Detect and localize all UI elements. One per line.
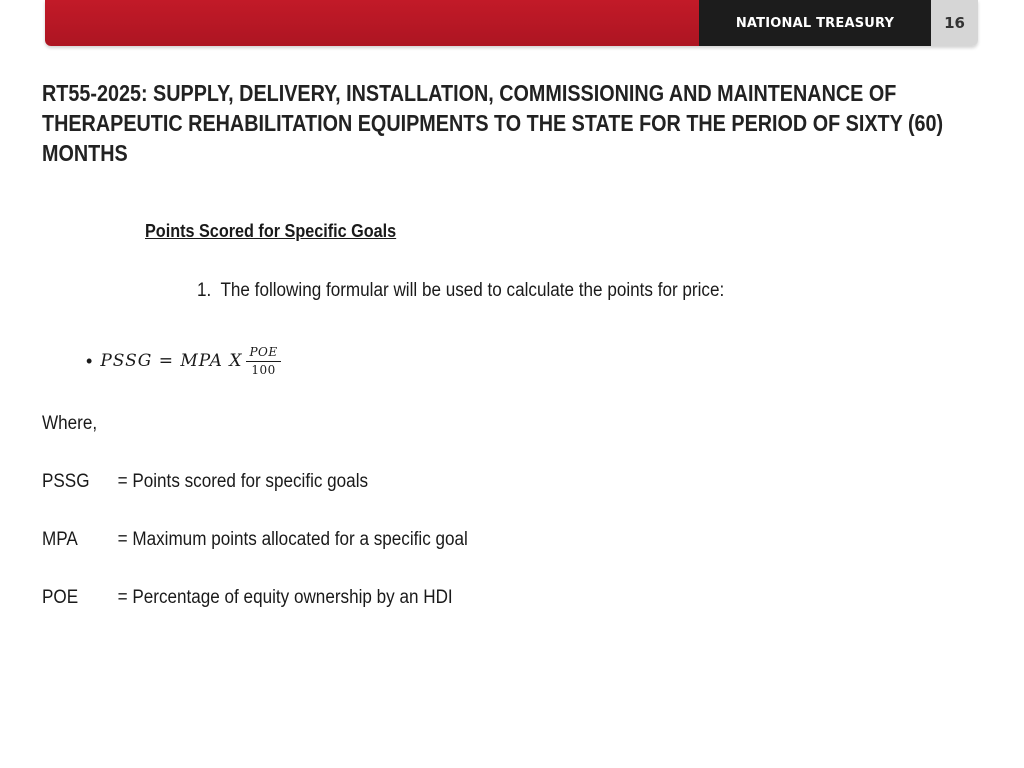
list-number: 1. — [197, 280, 212, 301]
formula-fraction — [246, 345, 280, 377]
where-label: Where, — [42, 413, 98, 434]
formula — [86, 338, 281, 384]
definition-meaning: = Maximum points allocated for a specific goal — [117, 529, 468, 550]
definition-row — [42, 529, 468, 551]
definition-meaning: = Percentage of equity ownership by an HDI — [117, 587, 453, 608]
page-number: 16 — [931, 0, 978, 46]
organization-label: NATIONAL TREASURY — [699, 0, 931, 46]
definition-row — [42, 587, 453, 609]
numbered-list-item — [197, 280, 724, 302]
definition-term: POE — [42, 587, 79, 608]
definition-row — [42, 471, 368, 493]
fraction-denominator: 100 — [251, 363, 276, 377]
header-banner — [45, 0, 978, 46]
definition-meaning: = Points scored for specific goals — [117, 471, 369, 492]
definition-term: PSSG — [42, 471, 90, 492]
bullet-icon: • — [86, 350, 93, 371]
fraction-numerator: POE — [246, 345, 280, 362]
slide-title: RT55-2025: SUPPLY, DELIVERY, INSTALLATION, COMMISSIONING AND MAINTENANCE OF THERAPEUTIC REHABILITATION EQUIPMENTS TO THE STATE FOR THE PERIOD OF SIXTY (60) MONTHS — [42, 80, 944, 166]
definition-term: MPA — [42, 529, 78, 550]
list-text: The following formular will be used to calculate the points for price: — [220, 280, 725, 301]
section-heading: Points Scored for Specific Goals — [145, 221, 397, 241]
formula-lhs: PSSG = MPA X — [100, 351, 243, 371]
header-red-bar — [45, 0, 699, 46]
